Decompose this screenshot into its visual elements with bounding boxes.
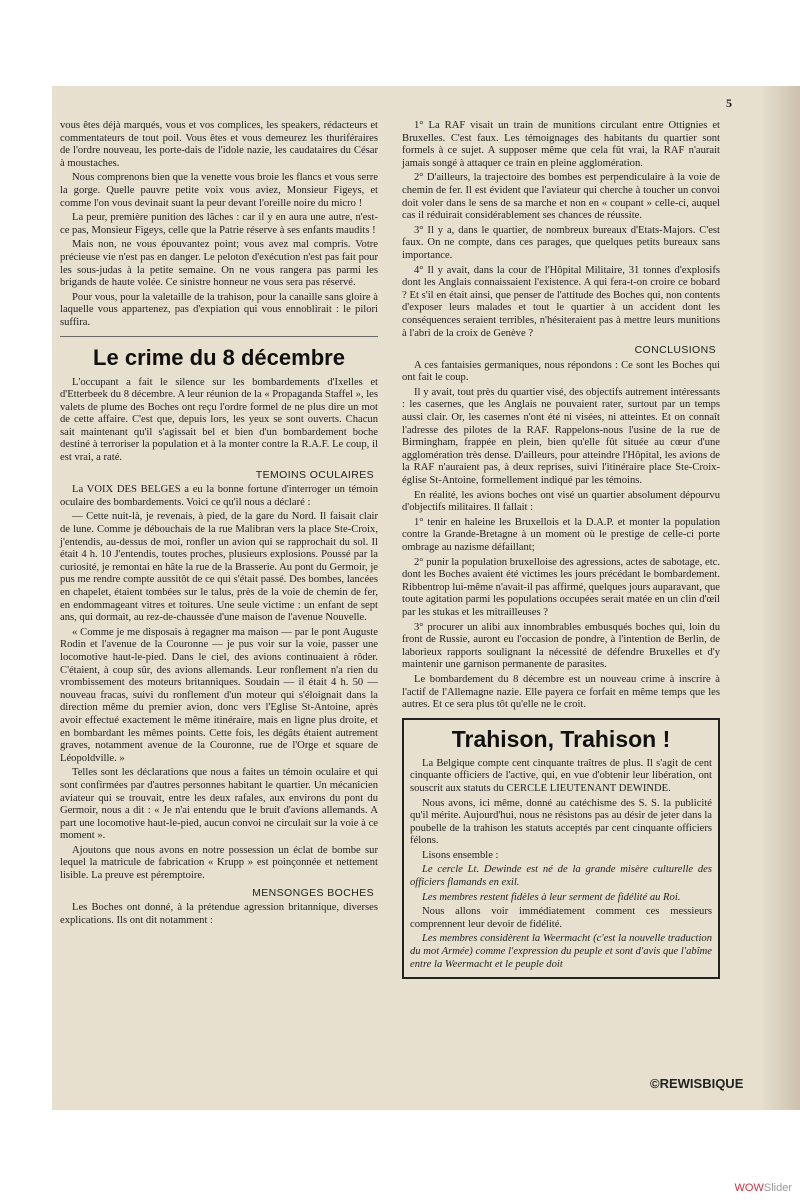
trahison-paragraph: La Belgique compte cent cinquante traîtres de plus. Il s'agit de cent cinquante officiers de l'active, qui, en vue d'obtenir leur libération, ont souscrit aux statuts du CERCLE LIEUTENANT DEWINDE. [410, 757, 712, 794]
trahison-headline: Trahison, Trahison ! [451, 725, 671, 752]
witness-paragraph: — Cette nuit-là, je revenais, à pied, de la gare du Nord. Il faisait clair de lune. Comme je débouchais de la rue Malibran vers la place Ste-Croix, j'entendis, au-dessus de moi, ronfler un avion qui se rapprochait du sol. Il était 4 h. 10 J'entendis, toutes proches, plusieurs explosions. Poussé par la curiosité, je remontai en hâte la rue de la Brasserie. Au pont du Germoir, je pus me rendre compte aussitôt de ce qui s'était passé. Des bombes, lancées en chapelet, étaient tombées sur le talus, près de la voie de chemin de fer, en endommageant vitres et toitures. Une seule victime : un enfant de sept ans, qui dormait, au rez-de-chaussée d'une maison de l'avenue Nouvelle. [60, 511, 378, 624]
right-column [402, 120, 720, 979]
conclusion-paragraph: Le bombardement du 8 décembre est un nouveau crime à inscrire à l'actif de l'Allemagne nazie. Elle payera ce forfait en même temps que les autres. Et ce sera plus tôt qu'elle ne le croit. [402, 673, 720, 711]
trahison-paragraph: Nous avons, ici même, donné au catéchisme des S. S. la publicité qu'il mérite. Aujourd'hui, nous ne résistons pas au désir de jeter dans la poubelle de la trahison les statuts acceptés par cent cinquante officiers félons. [410, 797, 712, 847]
page-edge-shadow [760, 86, 800, 1110]
intro-paragraph: La peur, première punition des lâches : car il y en aura une autre, n'est-ce pas, Monsieur Figeys, celle que la Patrie réserve à ses enfants maudits ! [60, 212, 378, 236]
intro-paragraph: Mais non, ne vous épouvantez point; vous avez mal compris. Votre précieuse vie n'est pas en danger. Le peloton d'exécution n'est pas fait pour les sous-judas à la petite semaine. On ne vous rangera pas parmi les brigands de haute volée. Ce sinistre honneur ne vous sera pas réservé. [60, 239, 378, 289]
trahison-box [402, 718, 720, 980]
conclusion-paragraph: 3° procurer un alibi aux innombrables embusqués boches qui, loin du front de Russie, auront eu l'occasion de pondre, à l'intention de Berlin, de laborieux rapports soulignant la nécessité de défendre Bruxelles et d'y maintenir une garnison permanente de parasites. [402, 621, 720, 671]
subhead-mensonges: MENSONGES BOCHES [252, 886, 374, 899]
statute-quote: Les membres considèrent la Weermacht (c'est la nouvelle traduction du mot Armée) comme l'expression du peuple et sont d'avis que l'abîme entre la Weermacht et le peuple doit [410, 933, 712, 970]
point-paragraph: 2° D'ailleurs, la trajectoire des bombes est perpendiculaire à la voie de chemin de fer. Il est évident que l'aviateur qui cherche à toucher un convoi doit voler dans le sens de sa marche et non en « coupant » celle-ci, auquel cas il réduirait considérablement ses chances de réussite. [402, 172, 720, 222]
page-number: 5 [726, 96, 732, 110]
statute-quote: Les membres restent fidèles à leur serment de fidélité au Roi. [422, 891, 681, 903]
conclusion-paragraph: En réalité, les avions boches ont visé un quartier absolument dépourvu d'objectifs militaires. Il fallait : [402, 489, 720, 514]
left-column [60, 120, 378, 929]
point-paragraph: 1° La RAF visait un train de munitions circulant entre Ottignies et Bruxelles. C'est faux. Les témoignages des habitants du quartier sont formels à ce sujet. A supposer même que cela fût vrai, la RAF n'aurait jamais songé à attaquer ce train en pleine agglomération. [402, 120, 720, 169]
statute-quote: Le cercle Lt. Dewinde est né de la grande misère culturelle des officiers flamands en exil. [410, 864, 712, 889]
witness-paragraph: Ajoutons que nous avons en notre possession un éclat de bombe sur lequel la matricule de fabrication « Krupp » est poinçonnée et nettement lisible. La preuve est péremptoire. [60, 844, 378, 882]
intro-paragraph: Pour vous, pour la valetaille de la trahison, pour la canaille sans gloire à laquelle vous appartenez, pas d'expiation qui vous ennoblirait : le pilori suffira. [60, 291, 378, 328]
slider-brand [735, 1182, 792, 1194]
conclusion-paragraph: A ces fantaisies germaniques, nous répondons : Ce sont les Boches qui ont fait le coup. [402, 359, 720, 384]
conclusion-paragraph: 2° punir la population bruxelloise des agressions, actes de sabotage, etc. dont les Boches avaient été victimes les jours précédant le bombardement. Ribbentrop lui-même n'avait-il pas affirmé, quelques jours auparavant, que toute agitation parmi les populations occupées serait matée en un clin d'œil par les stukas et les mitrailleuses ? [402, 556, 720, 618]
witness-paragraph: « Comme je me disposais à regagner ma maison — par le pont Auguste Rodin et l'avenue de la Couronne — je pus voir sur la voie, passer une locomotive haut-le-pied. Dans le ciel, des avions continuaient à rôder. C'étaient, à coup sûr, des avions allemands. Leur ronflement n'a rien du vrombissement des moteurs britanniques. Soudain — il était 4 h. 50 — nouveau fracas, suivi du ronflement d'un moteur qui s'éloignait dans la direction même du premier avion, donc vers l'Eglise St-Antoine, après avoir effectué exactement le même itinéraire, mais en ligne plus droite, et en bombardant les mêmes points. Cette fois, les dégâts étaient autrement graves, notamment avenue de la Couronne, rue de l'Orge et square de Léopoldville. » [60, 626, 378, 764]
lies-intro: Les Boches ont donné, à la prétendue agression britannique, diverses explications. Ils ont dit notamment : [60, 902, 378, 926]
subhead-temoins: TEMOINS OCULAIRES [255, 468, 374, 481]
intro-paragraph: Nous comprenons bien que la venette vous broie les flancs et vous serre la gorge. Quelle pauvre petite voix vous aviez, Monsieur Figeys, et comme l'on vous devinait suant la peur devant l'oreille noire du micro ! [60, 172, 378, 209]
newspaper-page [52, 86, 800, 1110]
trahison-paragraph: Nous allons voir immédiatement comment ces messieurs comprennent leur devoir de fidélité. [410, 906, 712, 930]
crime-headline: Le crime du 8 décembre [60, 336, 378, 371]
point-paragraph: 4° Il y avait, dans la cour de l'Hôpital Militaire, 31 tonnes d'explosifs dont les Anglais connaissaient l'existence. A qui fera-t-on croire ce bobard ? Et s'il en était ainsi, que penser de l'attitude des Boches qui, non contents d'exposer leurs malades et tout le quartier à un accident dont les conséquences seraient terribles, n'hésiteraient pas à mettre leurs munitions à l'abri de la croix de Genève ? [402, 264, 720, 339]
subhead-conclusions: CONCLUSIONS [634, 344, 716, 357]
intro-paragraph: vous êtes déjà marqués, vous et vos complices, les speakers, rédacteurs et commentateurs de tout poil. Vous êtes et vous demeurez les thuriféraires de l'ordre nouveau, les porte-dais de l'idole nazie, les caudataires du César à moustaches. [60, 120, 378, 169]
point-paragraph: 3° Il y a, dans le quartier, de nombreux bureaux d'Etats-Majors. C'est faux. On ne compte, dans ces parages, que quelques petits bureaux sans importance. [402, 224, 720, 261]
slider-brand-prefix: WOW [734, 1182, 764, 1194]
conclusion-paragraph: Il y avait, tout près du quartier visé, des objectifs autrement intéressants : les casernes, que les Anglais ne pouvaient rater, surtout par un temps aussi clair. Or, les casernes n'ont été ni visées, ni atteintes. Et on connaît l'adresse des pilotes de la RAF. Rappelons-nous l'usine de la rue de Birmingham, frappée en plein, bien qu'elle fût située au cœur d'une agglomération très dense. D'ailleurs, pour atteindre l'Hôpital, les avions de la RAF n'auraient pas, à deux reprises, suivi l'itinéraire place Ste-Croix-église St-Antoine, formellement indiqué par les témoins. [402, 386, 720, 487]
conclusion-paragraph: 1° tenir en haleine les Bruxellois et la D.A.P. et monter la population contre la Grande-Bretagne à un moment où le prestige de celle-ci porte ombrage au nazisme défaillant; [402, 516, 720, 553]
witness-paragraph: La VOIX DES BELGES a eu la bonne fortune d'interroger un témoin oculaire des bombardements. Voici ce qu'il nous a déclaré : [60, 484, 378, 508]
lisons-line: Lisons ensemble : [422, 849, 499, 861]
crime-intro: L'occupant a fait le silence sur les bombardements d'Ixelles et d'Etterbeek du 8 décembre. A leur réunion de la « Propaganda Staffel », les valets de plume des Boches ont reçu l'ordre formel de ne plus dire un mot de cette affaire. C'est que, depuis lors, les yeux se sont ouverts. Chacun sait maintenant qu'il s'agissait bel et bien d'un bombardement boche destiné à terroriser la population et à la monter contre la R.A.F. Le coup, il est vrai, a raté. [60, 376, 378, 464]
slider-brand-suffix: Slider [763, 1182, 792, 1194]
copyright-watermark: ©REWISBIQUE [650, 1076, 744, 1091]
witness-paragraph: Telles sont les déclarations que nous a faites un témoin oculaire et qui sont confirmées par d'autres personnes habitant le quartier. Un mécanicien aviateur qui se trouvait, entre les deux rafales, aux environs du pont du Germoir, nous a dit : « Je n'ai entendu que le bruit d'avions allemands. A part une locomotive haut-le-pied, aucun convoi ne circulait sur la voie à ce moment ». [60, 767, 378, 842]
